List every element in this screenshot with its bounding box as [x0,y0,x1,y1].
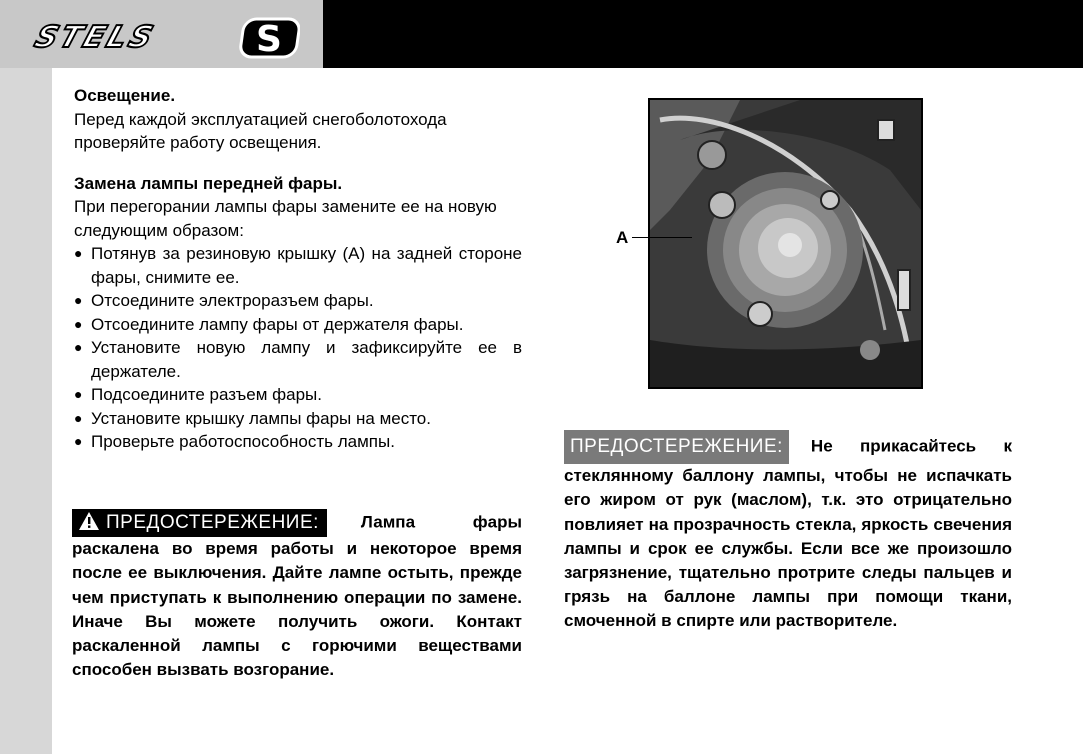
caution-text: Не прикасайтесь к стеклянному баллону лампы, чтобы не испачкать его жиром от рук (маслом), т.к. это отрицательно повлияет на прозрачность стекла, яркость свечения лампы и срок ее службы. Если все же произошло загрязнение, тщательно протрите следы пальцев и грязь на баллоне лампы при помощи ткани, смоченной в спирте или растворителе. [564,436,1012,631]
list-item: ● Потянув за резиновую крышку (А) на задней стороне фары, снимите ее. [74,242,522,289]
headlamp-photo [648,98,923,389]
caution-badge: ПРЕДОСТЕРЕЖЕНИЕ: [564,430,789,464]
lighting-text: Перед каждой эксплуатацией снегоболотохода проверяйте работу освещения. [74,109,447,152]
brand-logo-text: STELS [30,20,160,55]
list-item: ● Подсоедините разъем фары. [74,383,522,407]
caution-block [564,430,1012,634]
header-bar [323,0,1083,68]
warning-text: Лампа фары раскалена во время работы и некоторое время после ее выключения. Дайте лампе остыть, прежде чем приступать к выполнению операции по замене. Иначе Вы можете получить ожоги. Контакт раскаленной лампы с горючими веществами способен вызвать возгорание. [72,512,522,680]
warning-triangle-icon [78,511,100,531]
headlamp-illustration [650,100,921,387]
replacement-title: Замена лампы передней фары. [74,173,343,193]
list-item: ● Установите крышку лампы фары на место. [74,407,522,431]
warning-block [72,509,522,682]
list-item: ● Отсоедините лампу фары от держателя фары. [74,313,522,337]
replacement-steps [74,242,522,454]
instructions-column [74,84,522,454]
lighting-title: Освещение. [74,86,176,105]
brand-emblem-icon [238,16,300,60]
figure-callout-label: А [616,228,629,247]
warning-badge [72,509,327,537]
replacement-intro: При перегорании лампы фары замените ее на новую следующим образом: [74,197,497,240]
side-margin-strip [0,68,52,754]
list-item: ● Проверьте работоспособность лампы. [74,430,522,454]
figure-callout-line [632,237,692,238]
list-item: ● Отсоедините электроразъем фары. [74,289,522,313]
brand-emblem-letter: S [256,19,282,60]
warning-badge-label: ПРЕДОСТЕРЕЖЕНИЕ: [106,512,319,533]
list-item: ● Установите новую лампу и зафиксируйте ее в держателе. [74,336,522,383]
